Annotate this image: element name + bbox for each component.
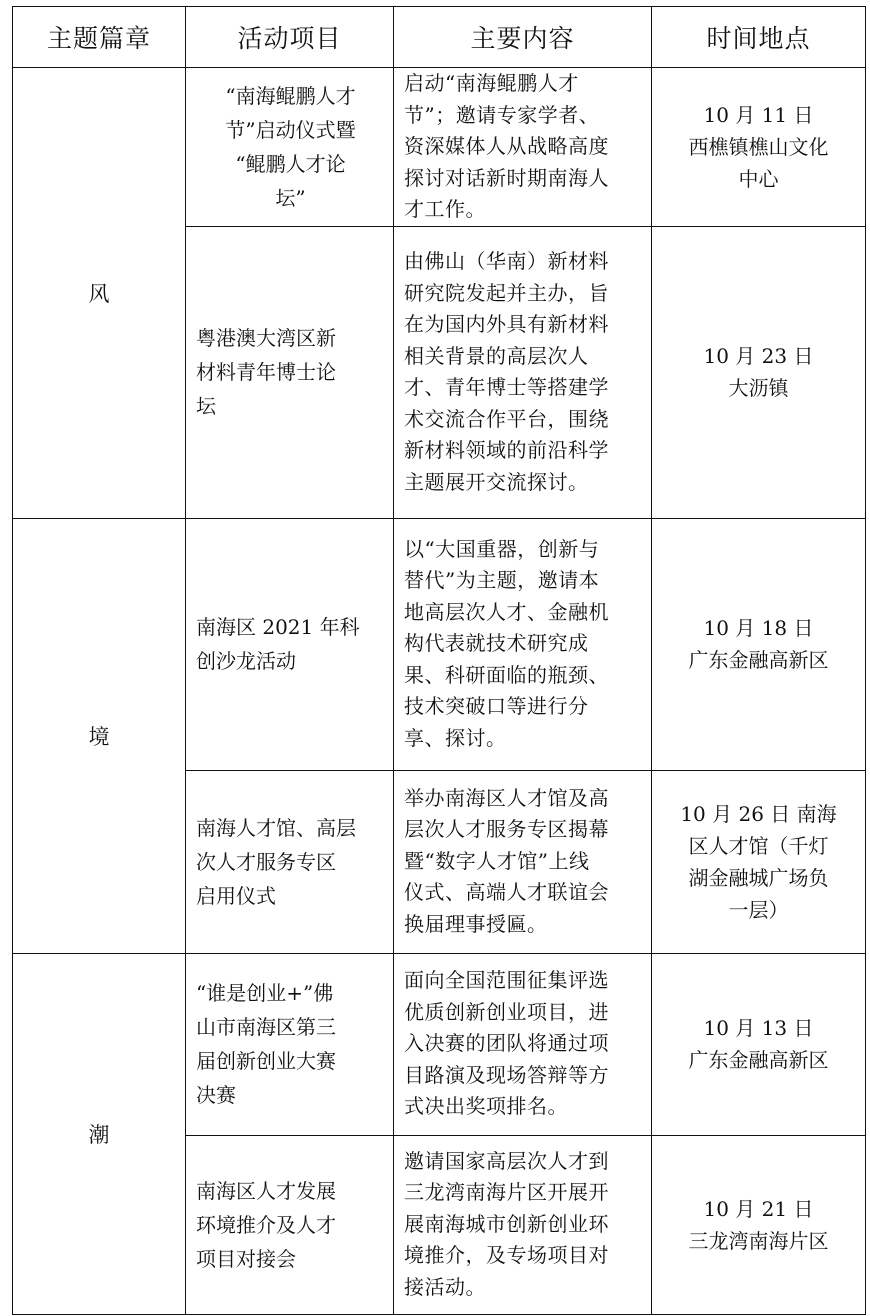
cell-text-line: 果、科研面临的瓶颈、 <box>404 662 609 687</box>
activity-cell <box>186 770 394 953</box>
time-place-cell <box>652 953 866 1135</box>
cell-text-line: 入决赛的团队将通过项 <box>404 1031 609 1056</box>
cell-text-line: 大沥镇 <box>728 376 789 400</box>
activity-cell <box>186 1135 394 1314</box>
activity-cell <box>186 226 394 518</box>
cell-text-line: 次人才服务专区 <box>196 849 336 874</box>
table-row <box>13 518 866 770</box>
cell-text-line: 目路演及现场答辩等方 <box>404 1062 609 1087</box>
content-cell <box>394 953 652 1135</box>
content-cell <box>394 1135 652 1314</box>
cell-text-line: 一层） <box>728 897 789 922</box>
cell-text-line: 启用仪式 <box>196 883 276 908</box>
cell-text-line: 节”启动仪式暨 <box>225 117 356 142</box>
cell-text-line: 广东金融高新区 <box>688 648 829 672</box>
header-time-place: 时间地点 <box>652 7 866 68</box>
cell-text-line: 坛” <box>275 185 306 210</box>
activity-cell <box>186 518 394 770</box>
header-activity: 活动项目 <box>186 7 394 68</box>
cell-text-line: 10 月 11 日 <box>703 102 814 127</box>
cell-text-line: 资深媒体人从战略高度 <box>404 134 609 158</box>
cell-text-line: 材料青年博士论 <box>196 360 336 384</box>
cell-text-line: 才、青年博士等搭建学 <box>404 375 609 399</box>
cell-text-line: 由佛山（华南）新材料 <box>404 249 609 273</box>
cell-text-line: 项目对接会 <box>196 1246 296 1271</box>
cell-text-line: 届创新创业大赛 <box>196 1049 336 1073</box>
time-place-cell <box>652 226 866 518</box>
cell-text-line: 决赛 <box>196 1083 236 1107</box>
cell-text-line: 南海区人才发展 <box>196 1178 336 1203</box>
cell-text-line: 坛 <box>196 394 216 418</box>
cell-text-line: 粤港澳大湾区新 <box>196 326 336 350</box>
cell-text-line: 10 月 26 日 南海 <box>680 801 837 826</box>
cell-text-line: 三龙湾南海片区开展开 <box>404 1180 609 1205</box>
cell-text-line: “鲲鹏人才论 <box>235 151 346 176</box>
cell-text-line: 创沙龙活动 <box>196 649 296 673</box>
cell-text-line: 10 月 18 日 <box>703 616 814 640</box>
cell-text-line: 节”；邀请专家学者、 <box>404 102 600 127</box>
time-place-cell <box>652 1135 866 1314</box>
cell-text-line: 以“大国重器，创新与 <box>404 536 600 561</box>
cell-text-line: 优质创新创业项目，进 <box>404 999 609 1024</box>
cell-text-line: 山市南海区第三 <box>196 1015 336 1039</box>
content-cell <box>394 226 652 518</box>
table-row <box>13 68 866 227</box>
cell-text-line: 相关背景的高层次人 <box>404 343 589 368</box>
cell-text-line: 南海区 2021 年科 <box>196 615 360 639</box>
cell-text-line: 在为国内外具有新材料 <box>404 312 609 336</box>
cell-text-line: 西樵镇樵山文化 <box>688 134 829 159</box>
cell-text-line: 10 月 13 日 <box>703 1016 814 1040</box>
cell-text-line: 构代表就技术研究成 <box>404 631 589 656</box>
cell-text-line: 广东金融高新区 <box>688 1048 829 1072</box>
cell-text-line: 南海人才馆、高层 <box>196 815 356 840</box>
activity-cell <box>186 68 394 227</box>
cell-text-line: 研究院发起并主办，旨 <box>404 280 609 305</box>
theme-cell: 风 <box>13 68 186 519</box>
table-row <box>13 953 866 1135</box>
cell-text-line: 展南海城市创新创业环 <box>404 1211 609 1236</box>
cell-text-line: 换届理事授匾。 <box>404 911 548 936</box>
cell-text-line: 层次人才服务专区揭幕 <box>404 817 609 842</box>
cell-text-line: 启动“南海鲲鹏人才 <box>404 71 579 95</box>
table-body <box>13 68 866 1315</box>
cell-text-line: 中心 <box>738 166 779 191</box>
content-cell <box>394 518 652 770</box>
cell-text-line: 探讨对话新时期南海人 <box>404 165 609 190</box>
cell-text-line: 新材料领域的前沿科学 <box>404 438 609 462</box>
cell-text-line: 环境推介及人才 <box>196 1212 336 1237</box>
activity-table <box>12 6 866 1315</box>
content-cell <box>394 770 652 953</box>
cell-text-line: “谁是创业+”佛 <box>196 981 334 1005</box>
theme-cell: 潮 <box>13 953 186 1314</box>
cell-text-line: 享、探讨。 <box>404 725 507 750</box>
cell-text-line: “南海鲲鹏人才 <box>225 83 356 108</box>
cell-text-line: 暨“数字人才馆”上线 <box>404 848 590 873</box>
time-place-cell <box>652 518 866 770</box>
cell-text-line: 10 月 21 日 <box>703 1196 814 1221</box>
cell-text-line: 替代”为主题，邀请本 <box>404 568 600 593</box>
cell-text-line: 术交流合作平台，围绕 <box>404 406 609 431</box>
content-cell <box>394 68 652 227</box>
cell-text-line: 邀请国家高层次人才到 <box>404 1148 609 1173</box>
activity-cell <box>186 953 394 1135</box>
theme-cell: 境 <box>13 518 186 953</box>
cell-text-line: 10 月 23 日 <box>703 344 814 368</box>
header-theme: 主题篇章 <box>13 7 186 68</box>
cell-text-line: 湖金融城广场负 <box>688 865 829 890</box>
table-header-row <box>13 7 866 68</box>
cell-text-line: 技术突破口等进行分 <box>404 694 589 719</box>
cell-text-line: 才工作。 <box>404 197 486 221</box>
cell-text-line: 面向全国范围征集评选 <box>404 968 609 993</box>
cell-text-line: 地高层次人才、金融机 <box>404 599 609 624</box>
cell-text-line: 区人才馆（千灯 <box>688 833 829 858</box>
cell-text-line: 举办南海区人才馆及高 <box>404 785 609 810</box>
cell-text-line: 境推介，及专场项目对 <box>404 1243 609 1268</box>
cell-text-line: 接活动。 <box>404 1274 486 1299</box>
cell-text-line: 主题展开交流探讨。 <box>404 469 589 494</box>
cell-text-line: 仪式、高端人才联谊会 <box>404 880 609 905</box>
time-place-cell <box>652 68 866 227</box>
time-place-cell <box>652 770 866 953</box>
cell-text-line: 三龙湾南海片区 <box>688 1228 829 1253</box>
cell-text-line: 式决出奖项排名。 <box>404 1094 568 1119</box>
header-content: 主要内容 <box>394 7 652 68</box>
